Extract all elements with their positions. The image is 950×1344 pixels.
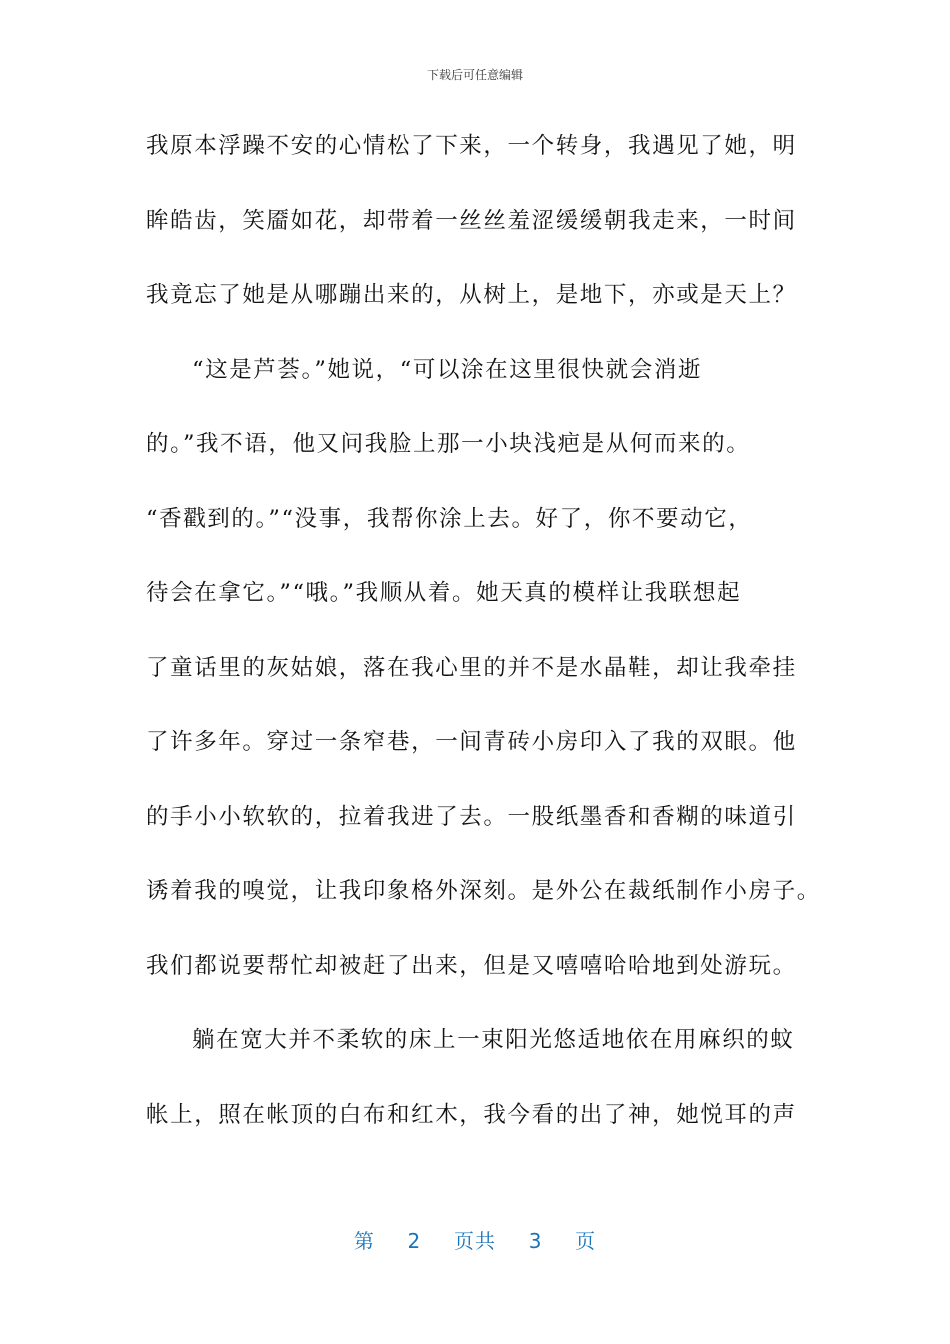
page-footer [0, 1225, 950, 1254]
header-note: 下载后可任意编辑 [426, 68, 523, 82]
text-line: 我们都说要帮忙却被赶了出来，但是又嘻嘻哈哈地到处游玩。 [146, 952, 797, 979]
text-line: 帐上，照在帐顶的白布和红木，我今看的出了神，她悦耳的声 [146, 1101, 797, 1128]
text-line: 的。”我不语，他又问我脸上那一小块浅疤是从何而来的。 [146, 431, 751, 457]
text-line: “香戳到的。”“没事，我帮你涂上去。好了，你不要动它， [146, 505, 753, 532]
text-line: 我原本浮躁不安的心情松了下来，一个转身，我遇见了她，明 [146, 133, 797, 159]
text-line: 诱着我的嗅觉，让我印象格外深刻。是外公在裁纸制作小房子。 [146, 878, 821, 904]
page-prefix: 第 [353, 1229, 375, 1253]
page-suffix: 页 [575, 1229, 597, 1253]
page-middle: 页共 [454, 1229, 496, 1253]
text-line: 的手小小软软的，拉着我进了去。一股纸墨香和香糊的味道引 [146, 803, 797, 830]
text-line: “这是芦荟。”她说，“可以涂在这里很快就会消逝 [192, 356, 703, 383]
text-line: 眸皓齿，笑靥如花，却带着一丝丝羞涩缓缓朝我走来，一时间 [146, 207, 797, 234]
text-line: 我竟忘了她是从哪蹦出来的，从树上，是地下，亦或是天上？ [146, 282, 797, 308]
text-line: 躺在宽大并不柔软的床上一束阳光悠适地依在用麻织的蚊 [192, 1027, 795, 1053]
text-line: 了许多年。穿过一条窄巷，一间青砖小房印入了我的双眼。他 [146, 729, 797, 755]
page-current: 2 [407, 1229, 422, 1253]
text-line: 待会在拿它。”“哦。”我顺从着。她天真的模样让我联想起 [146, 580, 742, 606]
page-total: 3 [528, 1229, 543, 1253]
document-body [146, 128, 826, 1171]
text-line: 了童话里的灰姑娘，落在我心里的并不是水晶鞋，却让我牵挂 [146, 654, 797, 681]
